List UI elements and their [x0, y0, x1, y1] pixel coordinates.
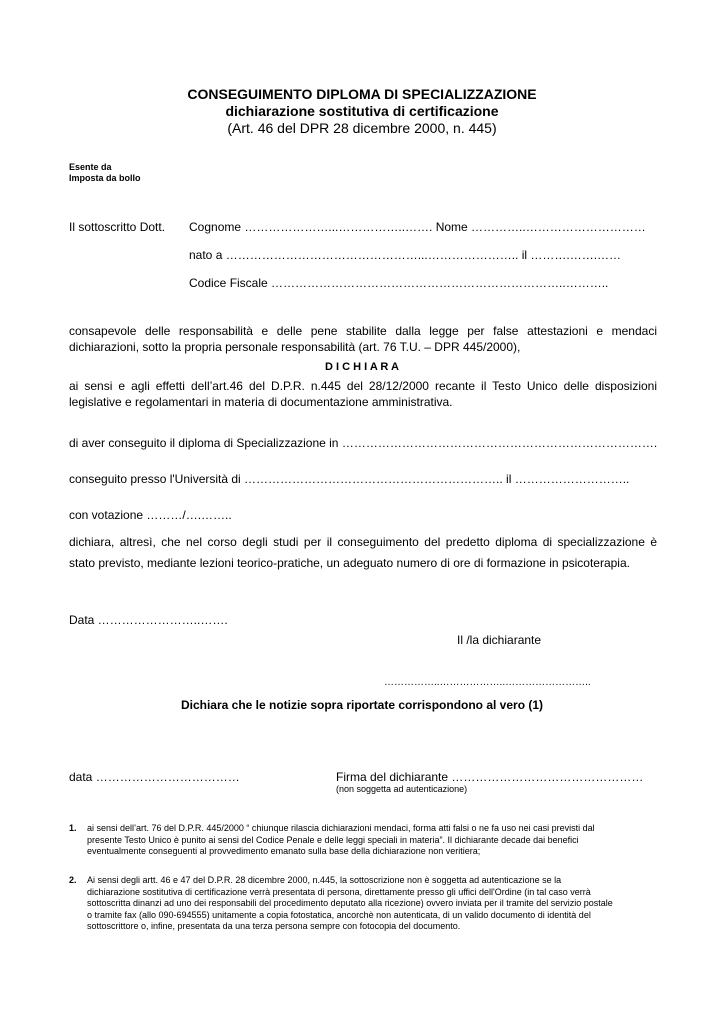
- signature-line: ……………..………………..……………………..: [384, 677, 591, 688]
- purpose-text-1: ai sensi e agli effetti dell’art.46 del D.P.R. n.445 del 28/12/2000 recante il Testo Unico delle disposizioni: [69, 379, 657, 393]
- purpose-line-1: [69, 379, 657, 393]
- awareness-line-1: [69, 324, 657, 338]
- second-date-field: data ………………………………: [69, 770, 240, 784]
- no-authentication-note: (non soggetta ad autenticazione): [336, 784, 468, 794]
- signature-field: Firma del dichiarante …………………………………………: [336, 770, 644, 784]
- footnote-2: [69, 875, 659, 933]
- diploma-field: di aver conseguito il diploma di Specializzazione in …………………………………………………………………….: [69, 436, 658, 450]
- truth-statement: Dichiara che le notizie sopra riportate corrispondono al vero (1): [180, 698, 544, 712]
- stamp-exempt-line2: Imposta da bollo: [69, 173, 141, 183]
- also-text-1: dichiara, altresì, che nel corso degli studi per il conseguimento del predetto diploma di specializzazione è: [69, 535, 657, 549]
- footnote-line: eventualmente conseguenti al provvedimento emanato sulla base della dichiarazione non veritiera;: [87, 846, 481, 856]
- date-field: Data ……………………..…….: [69, 613, 228, 627]
- footnote-line: o tramite fax (allo 090-694555) unitamente a copia fotostatica, ancorchè non autenticata, di un valido documento di identità del: [87, 909, 591, 920]
- undersigned-label: Il sottoscritto Dott.: [69, 220, 166, 234]
- stamp-exempt-line1: Esente da: [69, 162, 112, 172]
- footnote-number: 1.: [69, 823, 77, 833]
- declares-heading: D I C H I A R A: [325, 361, 399, 373]
- footnote-line: sottoscrittore o, infine, presentata da una terza persona sempre con fotocopia del documento.: [87, 921, 461, 931]
- also-line-2: stato previsto, mediante lezioni teorico-pratiche, un adeguato numero di ore di formazione in psicoterapia.: [69, 556, 630, 570]
- document-subtitle: dichiarazione sostitutiva di certificazione: [225, 103, 499, 119]
- footnote-line: presente Testo Unico è punito ai sensi del Codice Penale e delle leggi speciali in materia”. Il dichiarante decade dai benefici: [87, 834, 579, 845]
- surname-name-field: Cognome …………………...……………..……. Nome …………..…………………………: [189, 220, 646, 234]
- footnote-text: [87, 875, 659, 933]
- tax-code-field: Codice Fiscale ………………………………………………………………..………..: [189, 276, 609, 290]
- also-line-1: [69, 535, 657, 549]
- declarant-label: Il /la dichiarante: [457, 633, 542, 647]
- document-title: CONSEGUIMENTO DIPLOMA DI SPECIALIZZAZIONE: [187, 86, 537, 102]
- footnote-line: sottoscritta dinanzi ad uno dei responsabili del procedimento deputato alla ricezione) ovvero inviata per il tramite del servizio postale: [87, 898, 613, 908]
- footnote-line: ai sensi dell’art. 76 del D.P.R. 445/2000 “ chiunque rilascia dichiarazioni mendaci, forma atti falsi o ne fa uso nei casi previsti dal: [87, 823, 595, 833]
- footnote-1: [69, 823, 659, 858]
- legal-reference: (Art. 46 del DPR 28 dicembre 2000, n. 445): [227, 120, 497, 136]
- footnote-number: 2.: [69, 875, 77, 885]
- grade-field: con votazione ………/….……..: [69, 508, 232, 522]
- footnote-line: Ai sensi degli artt. 46 e 47 del D.P.R. 28 dicembre 2000, n.445, la sottoscrizione non è soggetta ad autenticazione se la: [87, 875, 562, 885]
- awareness-text-1: consapevole delle responsabilità e delle pene stabilite dalla legge per false attestazioni e mendaci: [69, 324, 657, 338]
- university-field: conseguito presso l'Università di ……………………………………………………….. il ………………………..: [69, 472, 630, 486]
- footnote-line: dichiarazione sostitutiva di certificazione verrà presentata di persona, direttamente presso gli uffici dell'Ordine (in tal caso verrà: [87, 886, 591, 897]
- birth-field: nato a …………………………………………...………………….. il ……….…….……: [189, 248, 622, 262]
- footnote-text: [87, 823, 659, 858]
- purpose-line-2: legislative e regolamentari in materia di documentazione amministrativa.: [69, 395, 453, 409]
- awareness-line-2: dichiarazioni, sotto la propria personale responsabilità (art. 76 T.U. – DPR 445/2000),: [69, 340, 521, 354]
